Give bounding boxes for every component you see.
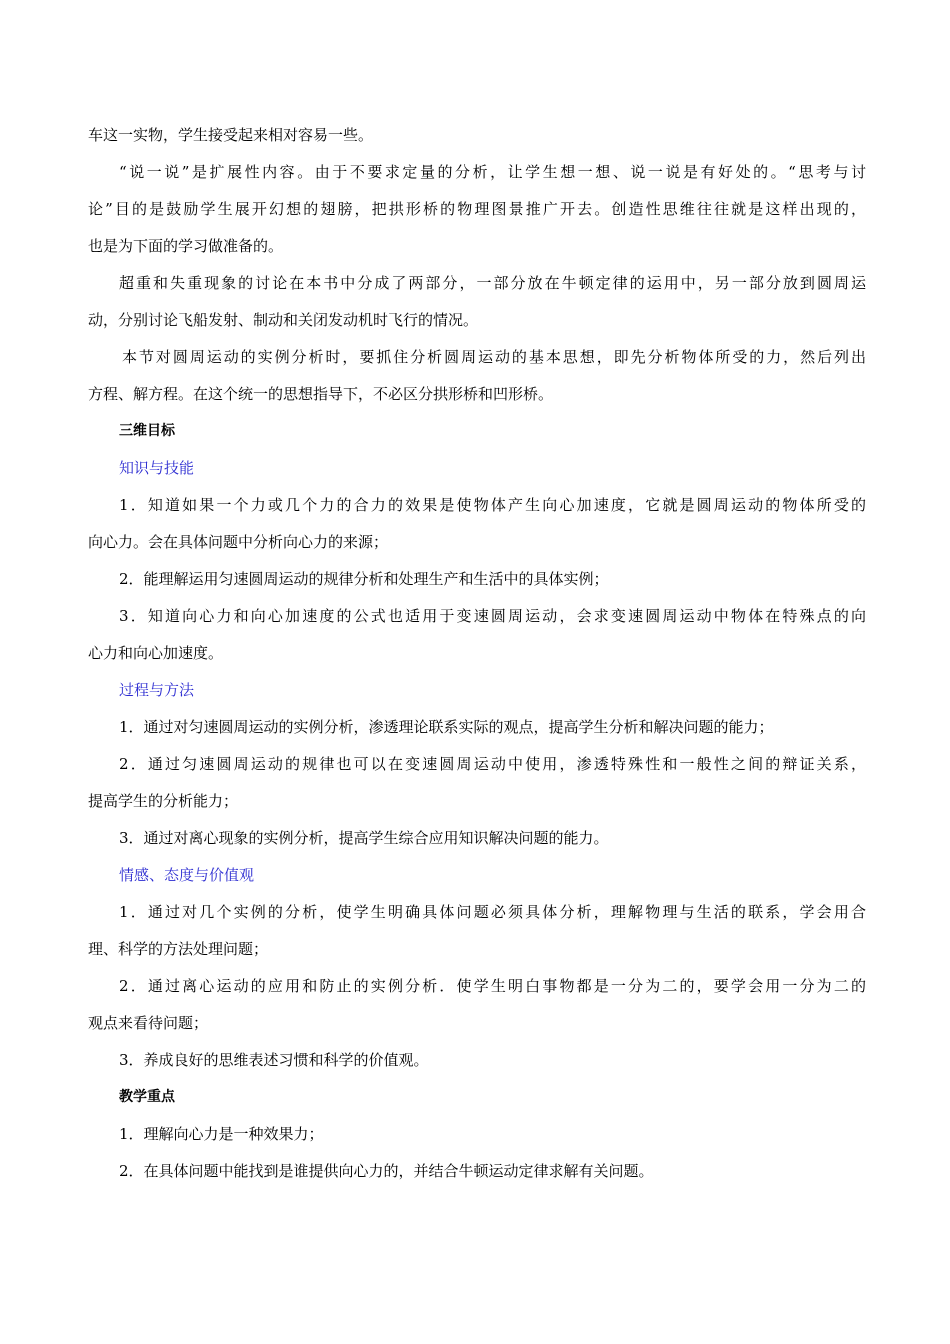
text-line: 观点来看待问题； — [88, 1014, 209, 1032]
list-item: 2．能理解运用匀速圆周运动的规律分析和处理生产和生活中的具体实例； — [119, 570, 609, 588]
text-line: 方程、解方程。在这个统一的思想指导下，不必区分拱形桥和凹形桥。 — [88, 385, 554, 403]
subheading-attitude-values: 情感、态度与价值观 — [119, 866, 255, 884]
list-item: 1．通过对匀速圆周运动的实例分析，渗透理论联系实际的观点，提高学生分析和解决问题的能力； — [119, 718, 774, 736]
list-item: 1．知道如果一个力或几个力的合力的效果是使物体产生向心加速度，它就是圆周运动的物体所受的 — [119, 496, 866, 514]
text-line: 也是为下面的学习做准备的。 — [88, 237, 284, 255]
text-line: 提高学生的分析能力； — [88, 792, 239, 810]
text-line: 心力和向心加速度。 — [88, 644, 224, 662]
paragraph-line: 超重和失重现象的讨论在本书中分成了两部分，一部分放在牛顿定律的运用中，另一部分放到圆周运 — [119, 274, 866, 292]
subheading-process-methods: 过程与方法 — [119, 681, 195, 699]
section-heading-key-points: 教学重点 — [119, 1089, 175, 1105]
text-line: 向心力。会在具体问题中分析向心力的来源； — [88, 533, 389, 551]
document-page — [88, 117, 866, 1190]
section-heading-goals: 三维目标 — [119, 423, 175, 439]
list-item: 1．通过对几个实例的分析，使学生明确具体问题必须具体分析，理解物理与生活的联系，学会用合 — [119, 903, 866, 921]
text-line: 动，分别讨论飞船发射、制动和关闭发动机时飞行的情况。 — [88, 311, 479, 329]
text-line: 车这一实物，学生接受起来相对容易一些。 — [88, 126, 374, 144]
text-line: 理、科学的方法处理问题； — [88, 940, 269, 958]
text-line: 论”目的是鼓励学生展开幻想的翅膀，把拱形桥的物理图景推广开去。创造性思维往往就是这样出现的， — [88, 200, 866, 218]
list-item: 3．养成良好的思维表述习惯和科学的价值观。 — [119, 1051, 429, 1069]
list-item: 3．知道向心力和向心加速度的公式也适用于变速圆周运动，会求变速圆周运动中物体在特殊点的向 — [119, 607, 866, 625]
list-item: 2．通过离心运动的应用和防止的实例分析．使学生明白事物都是一分为二的，要学会用一分为二的 — [119, 977, 866, 995]
subheading-knowledge-skills: 知识与技能 — [119, 459, 195, 477]
paragraph-line: “说一说”是扩展性内容。由于不要求定量的分析，让学生想一想、说一说是有好处的。“思考与讨 — [119, 163, 866, 181]
list-item: 2．通过匀速圆周运动的规律也可以在变速圆周运动中使用，渗透特殊性和一般性之间的辩证关系， — [119, 755, 866, 773]
list-item: 3．通过对离心现象的实例分析，提高学生综合应用知识解决问题的能力。 — [119, 829, 609, 847]
paragraph-line: 本节对圆周运动的实例分析时，要抓住分析圆周运动的基本思想，即先分析物体所受的力，然后列出 — [122, 348, 866, 366]
list-item: 2．在具体问题中能找到是谁提供向心力的，并结合牛顿运动定律求解有关问题。 — [119, 1162, 654, 1180]
list-item: 1．理解向心力是一种效果力； — [119, 1125, 324, 1143]
